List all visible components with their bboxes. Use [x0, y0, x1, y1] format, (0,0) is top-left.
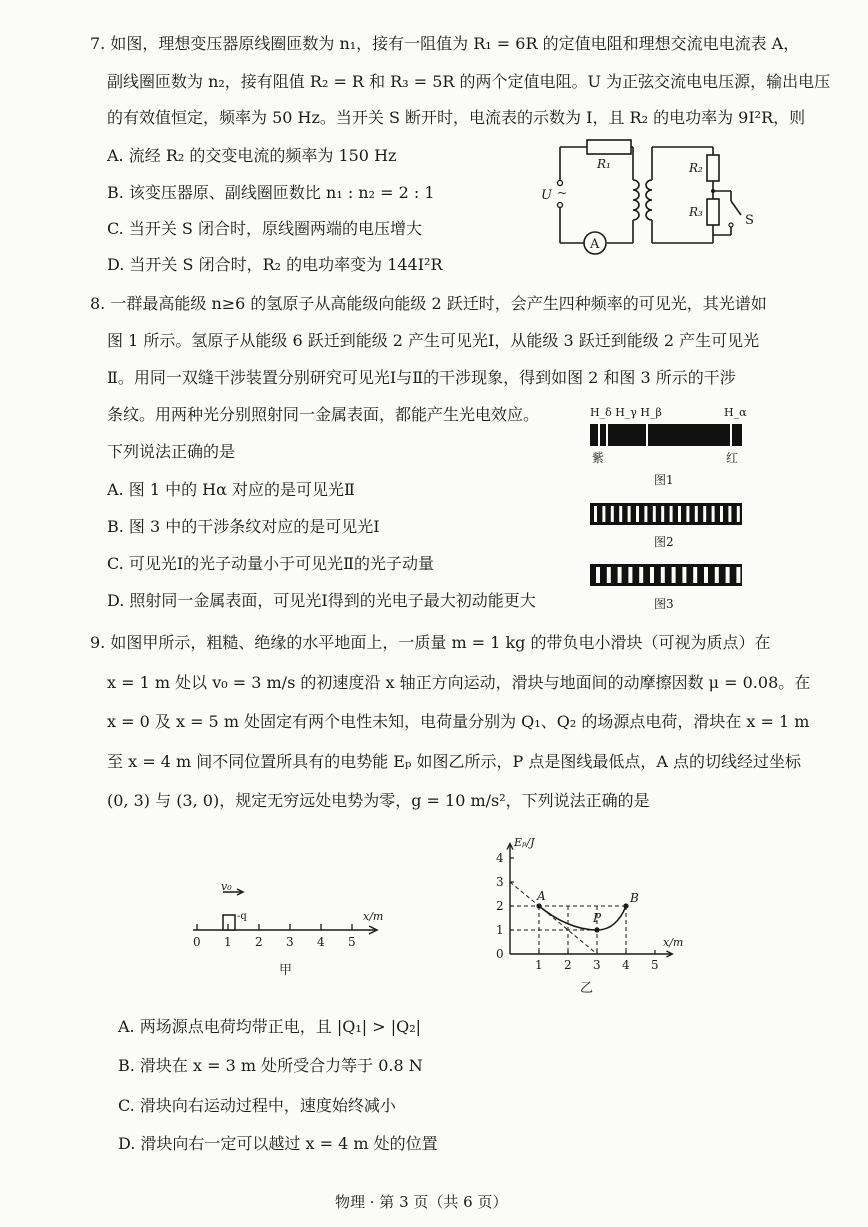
charge-label: -q [237, 911, 247, 922]
fringe-fig3 [736, 567, 740, 583]
tick-label: 0 [193, 935, 201, 949]
y-tick-label: 4 [496, 851, 504, 865]
v0-label: v₀ [221, 880, 232, 893]
spectrum-line-labels: H_δ H_γ H_β [590, 406, 662, 419]
q8-stem-line2: 图 1 所示。氢原子从能级 6 跃迁到能级 2 产生可见光Ⅰ，从能级 3 跃迁到能级 2 产生可见光 [107, 331, 760, 350]
q7-option-a: A. 流经 R₂ 的交变电流的频率为 150 Hz [107, 146, 397, 165]
jia-caption: 甲 [279, 963, 293, 978]
q7-stem-line3: 的有效值恒定，频率为 50 Hz。当开关 S 断开时，电流表的示数为 I，且 R₂ 的电功率为 9I²R，则 [107, 108, 806, 127]
r2-label: R₂ [689, 161, 703, 175]
fringe-fig3 [682, 567, 686, 583]
q7-option-c: C. 当开关 S 闭合时，原线圈两端的电压增大 [107, 219, 422, 238]
q8-option-c: C. 可见光Ⅰ的光子动量小于可见光Ⅱ的光子动量 [107, 554, 435, 573]
fringe-fig2 [644, 506, 647, 522]
violet-label: 紫 [592, 451, 605, 465]
fringe-fig2 [619, 506, 622, 522]
fringe-fig2 [720, 506, 723, 522]
fringe-fig2 [678, 506, 681, 522]
fringe-fig3 [693, 567, 697, 583]
fringe-fig3 [715, 567, 719, 583]
q8-option-d: D. 照射同一金属表面，可见光Ⅰ得到的光电子最大初动能更大 [107, 591, 536, 610]
yi-x-axis-label: x/m [663, 936, 684, 949]
point-label-p: P [593, 911, 602, 925]
jia-x-axis-label: x/m [363, 910, 384, 923]
yi-caption: 乙 [580, 981, 594, 996]
fringe-fig2 [602, 506, 605, 522]
q8-stem-line4: 条纹。用两种光分别照射同一金属表面，都能产生光电效应。 [107, 405, 540, 424]
q9-stem-line4: 至 x = 4 m 间不同位置所具有的电势能 Eₚ 如图乙所示，P 点是图线最低点，A 点的切线经过坐标 [107, 752, 801, 771]
x-tick-label: 5 [651, 958, 659, 972]
h-alpha-label: H_α [724, 406, 747, 419]
x-tick-label: 3 [593, 958, 601, 972]
tick-label: 1 [224, 935, 232, 949]
q9-figure-yi-ep-chart [488, 832, 698, 997]
fig3-caption: 图3 [654, 597, 674, 611]
tick-label: 2 [255, 935, 263, 949]
fringe-fig2 [628, 506, 631, 522]
q9-stem-line5: (0, 3) 与 (3, 0)，规定无穷远处电势为零，g = 10 m/s²，下列说法正确的是 [107, 791, 650, 810]
y-tick-label: 0 [496, 947, 504, 961]
yi-y-axis-label: Eₚ/J [514, 836, 535, 849]
fringe-fig2 [728, 506, 731, 522]
q7-option-b: B. 该变压器原、副线圈匝数比 n₁ : n₂ = 2 : 1 [107, 183, 435, 202]
fringe-fig2 [611, 506, 614, 522]
tick-label: 5 [348, 935, 356, 949]
fringe-fig3 [672, 567, 676, 583]
page-footer: 物理 · 第 3 页（共 6 页） [335, 1193, 508, 1211]
ep-curve [539, 906, 626, 930]
q7-stem-line2: 副线圈匝数为 n₂，接有阻值 R₂ = R 和 R₃ = 5R 的两个定值电阻。U 为正弦交流电电压源，输出电压 [107, 72, 831, 91]
point-a [536, 903, 541, 908]
y-tick-label: 1 [496, 923, 504, 937]
q7-circuit-diagram [535, 135, 765, 265]
x-tick-label: 4 [622, 958, 630, 972]
q9-stem-line3: x = 0 及 x = 5 m 处固定有两个电性未知，电荷量分别为 Q₁、Q₂ 的场源点电荷，滑块在 x = 1 m [107, 712, 810, 731]
fringe-fig2 [653, 506, 656, 522]
fringe-fig3 [704, 567, 708, 583]
tick-label: 3 [286, 935, 294, 949]
point-p [594, 927, 599, 932]
fringe-fig2 [661, 506, 664, 522]
q7-stem-line1: 7. 如图，理想变压器原线圈匝数为 n₁，接有一阻值为 R₁ = 6R 的定值电阻和理想交流电电流表 A， [90, 34, 800, 53]
x-tick-label: 1 [535, 958, 543, 972]
q9-option-d: D. 滑块向右一定可以越过 x = 4 m 处的位置 [118, 1134, 438, 1153]
fringe-fig3 [618, 567, 622, 583]
fringe-fig2 [686, 506, 689, 522]
fringe-fig3 [596, 567, 600, 583]
fig1-caption: 图1 [654, 473, 674, 487]
q8-option-a: A. 图 1 中的 Hα 对应的是可见光Ⅱ [107, 480, 355, 499]
fringe-fig2 [670, 506, 673, 522]
point-label-b: B [630, 891, 639, 905]
q8-spectrum-figures [580, 400, 750, 615]
fringe-fig2 [712, 506, 715, 522]
q8-stem-line1: 8. 一群最高能级 n≥6 的氢原子从高能级向能级 2 跃迁时，会产生四种频率的可见光，其光谱如 [90, 294, 767, 313]
r1-label: R₁ [597, 157, 611, 171]
point-label-a: A [537, 889, 546, 903]
q9-figure-jia [185, 880, 390, 980]
switch-label: S [745, 213, 754, 228]
u-label: U [541, 188, 552, 203]
q9-option-a: A. 两场源点电荷均带正电，且 |Q₁| > |Q₂| [118, 1017, 422, 1036]
fringe-fig2 [703, 506, 706, 522]
fringe-fig2 [737, 506, 740, 522]
y-tick-label: 2 [496, 899, 504, 913]
q8-stem-line3: Ⅱ。用同一双缝干涉装置分别研究可见光Ⅰ与Ⅱ的干涉现象，得到如图 2 和图 3 所示的干涉 [107, 368, 736, 387]
fringe-fig3 [661, 567, 665, 583]
ammeter-label: A [590, 237, 600, 252]
svg-text:~: ~ [557, 186, 568, 200]
fringe-fig3 [607, 567, 611, 583]
q9-option-b: B. 滑块在 x = 3 m 处所受合力等于 0.8 N [118, 1056, 423, 1075]
fig2-caption: 图2 [654, 535, 674, 549]
fringe-fig3 [628, 567, 632, 583]
fringe-fig3 [726, 567, 730, 583]
fringe-fig2 [695, 506, 698, 522]
fringe-fig3 [650, 567, 654, 583]
fringe-fig2 [636, 506, 639, 522]
r3-label: R₃ [689, 205, 703, 219]
q9-stem-line2: x = 1 m 处以 v₀ = 3 m/s 的初速度沿 x 轴正方向运动，滑块与地面间的动摩擦因数 μ = 0.08。在 [107, 673, 811, 692]
x-tick-label: 2 [564, 958, 572, 972]
fringe-fig3 [639, 567, 643, 583]
tick-label: 4 [317, 935, 325, 949]
q9-option-c: C. 滑块向右运动过程中，速度始终减小 [118, 1096, 396, 1115]
y-tick-label: 3 [496, 875, 504, 889]
q7-option-d: D. 当开关 S 闭合时，R₂ 的电功率变为 144I²R [107, 255, 443, 274]
red-label: 红 [726, 451, 739, 465]
point-b [623, 903, 628, 908]
q8-stem-line5: 下列说法正确的是 [107, 442, 236, 461]
q8-option-b: B. 图 3 中的干涉条纹对应的是可见光Ⅰ [107, 517, 380, 536]
fringe-fig2 [594, 506, 597, 522]
q9-stem-line1: 9. 如图甲所示，粗糙、绝缘的水平地面上，一质量 m = 1 kg 的带负电小滑块（可视为质点）在 [90, 633, 771, 652]
